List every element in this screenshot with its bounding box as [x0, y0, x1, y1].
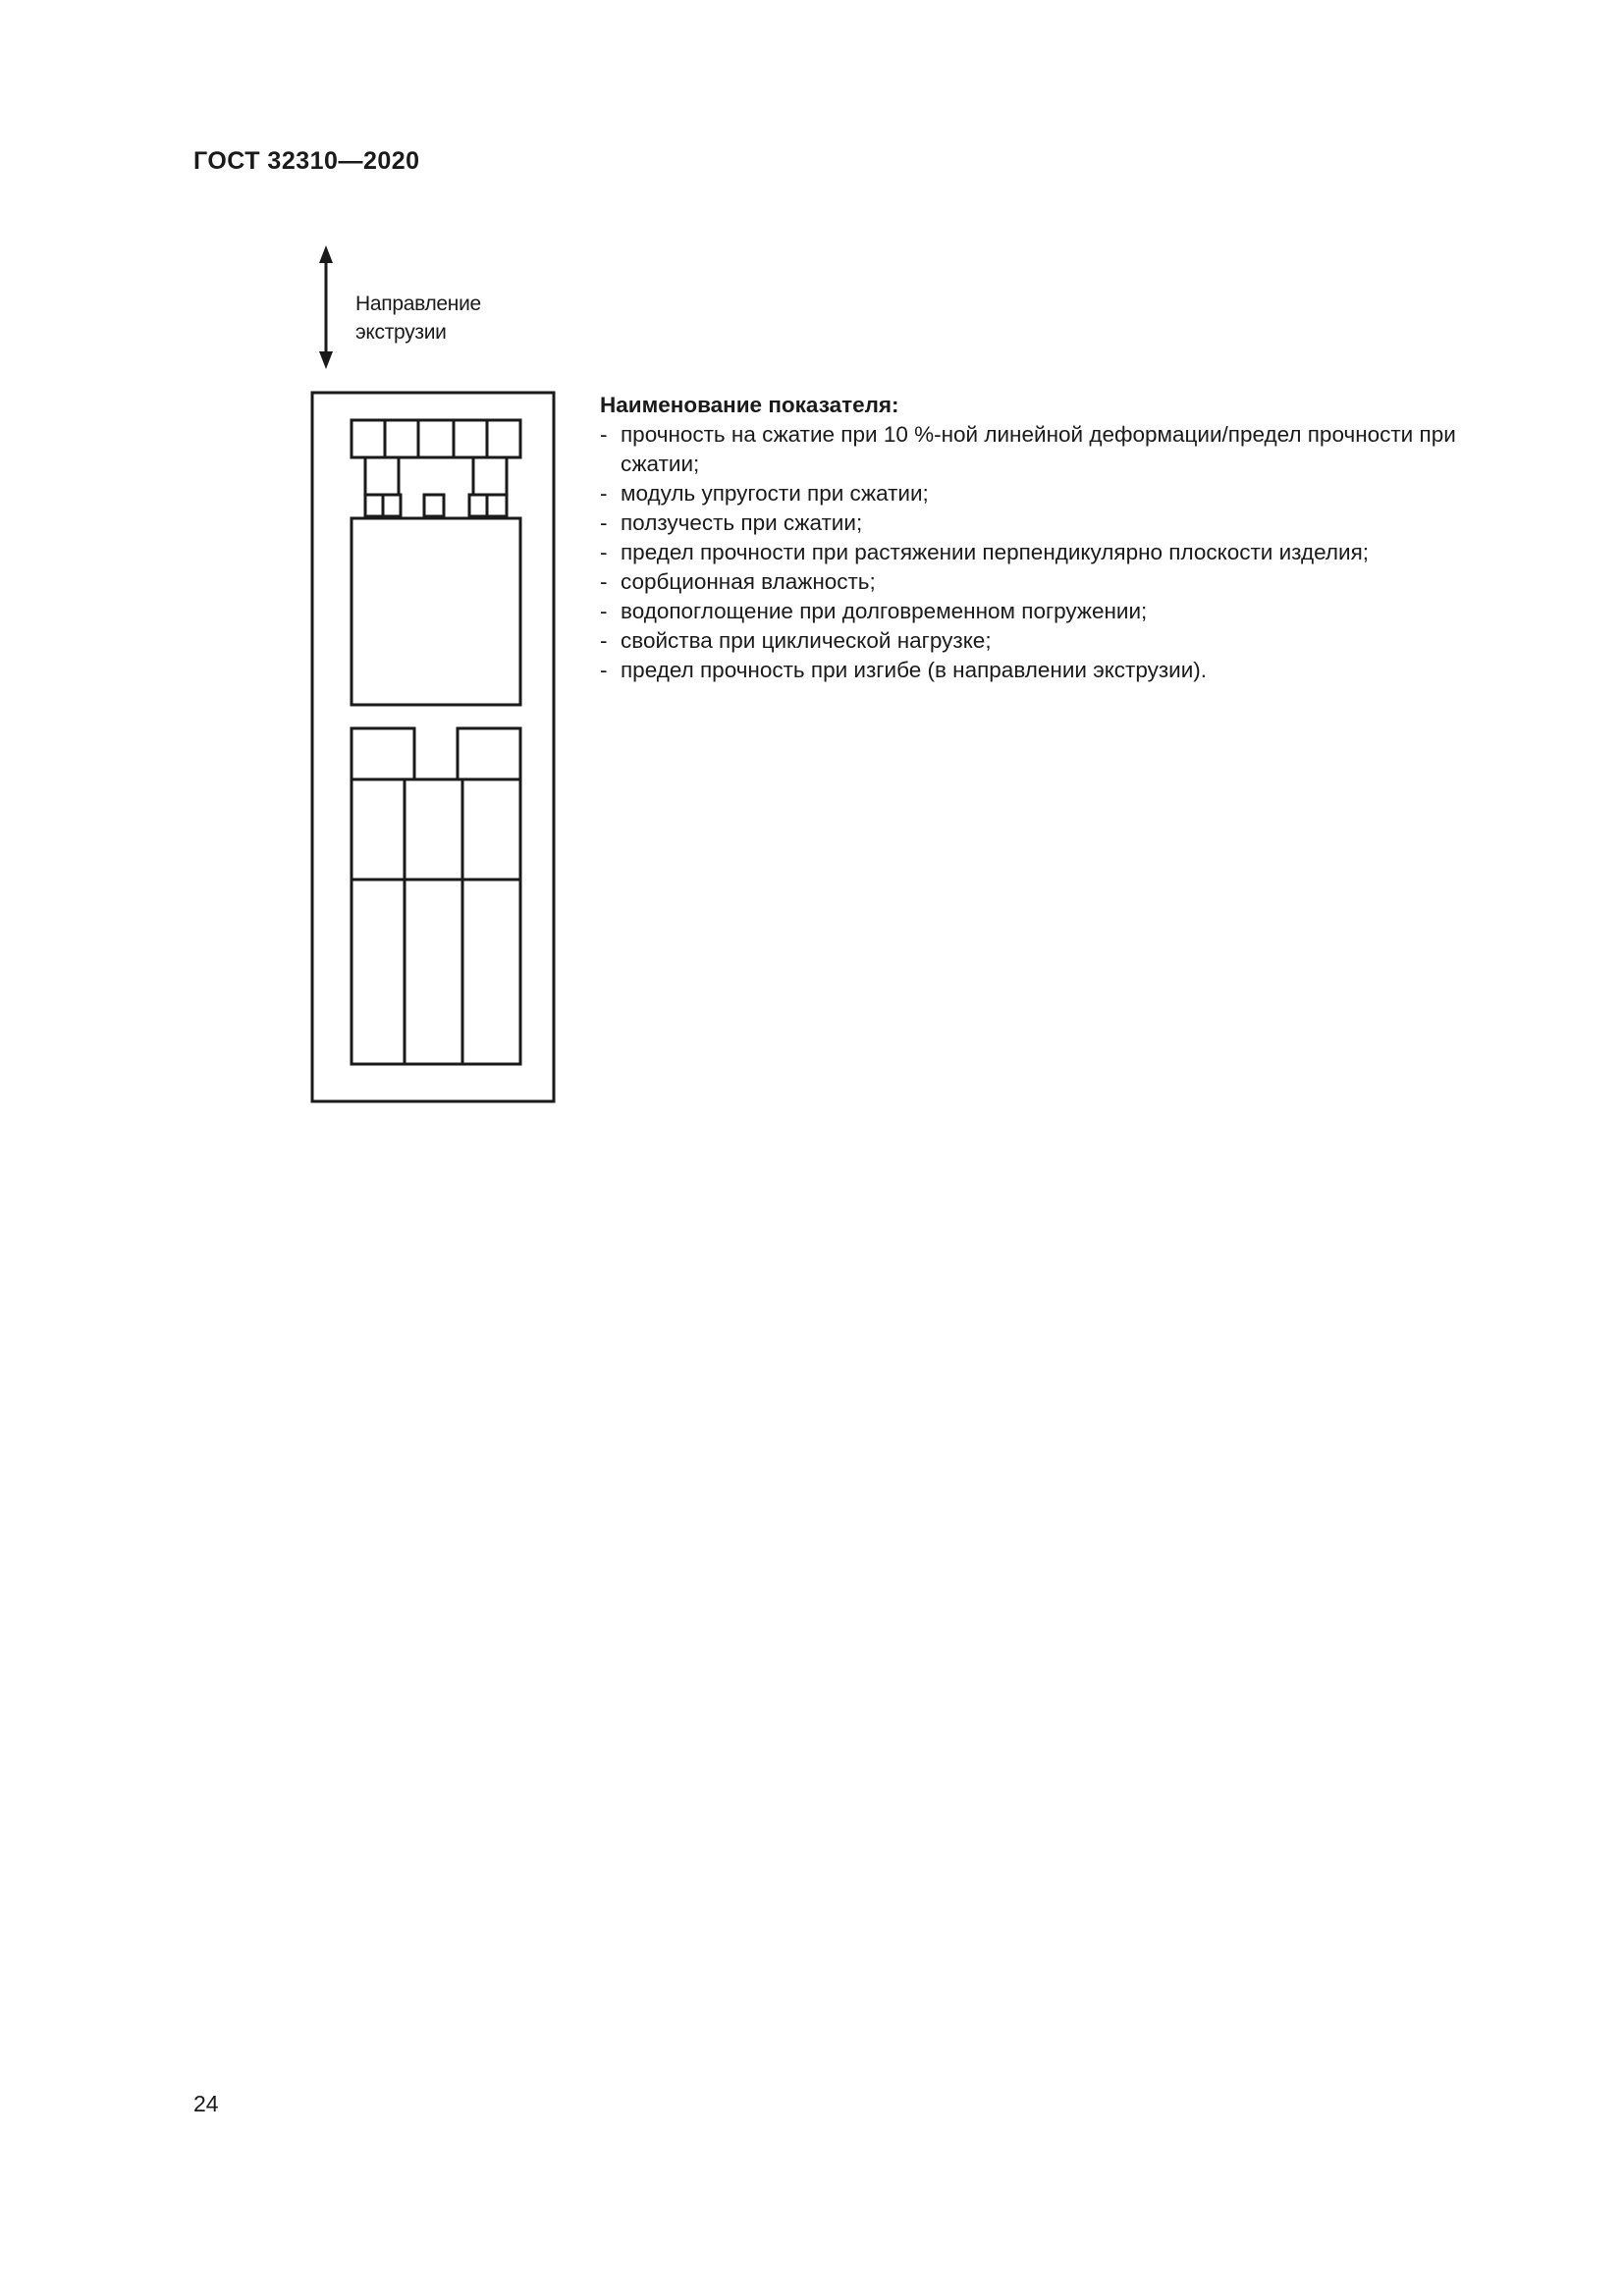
indicators-block	[600, 391, 1533, 685]
list-bullet: -	[600, 510, 608, 535]
list-item-text: модуль упругости при сжатии;	[621, 481, 929, 506]
top-square-3	[418, 420, 454, 457]
left-block	[365, 457, 399, 495]
top-square-5	[487, 420, 520, 457]
board-outline	[312, 393, 554, 1101]
list-item	[600, 656, 1533, 685]
list-item-text: сорбционная влажность;	[621, 569, 876, 594]
right-small-1	[469, 495, 487, 516]
list-item	[600, 538, 1533, 567]
list-bullet: -	[600, 628, 608, 653]
bottom-right-block	[458, 728, 520, 779]
indicator-list	[600, 420, 1533, 685]
direction-label-line-2: экструзии	[355, 321, 447, 344]
list-item-text: водопоглощение при долговременном погружении;	[621, 599, 1148, 623]
center-small	[424, 495, 444, 516]
list-item-text: предел прочности при растяжении перпендикулярно плоскости изделия;	[621, 540, 1370, 564]
indicators-title: Наименование показателя:	[600, 393, 899, 417]
top-square-2	[385, 420, 418, 457]
list-item	[600, 420, 1533, 479]
extrusion-direction-arrow-icon	[314, 245, 338, 369]
specimen-cutting-scheme	[310, 391, 556, 1105]
list-bullet: -	[600, 599, 608, 623]
list-item	[600, 626, 1533, 656]
left-small-2	[383, 495, 401, 516]
list-bullet: -	[600, 658, 608, 682]
list-item	[600, 567, 1533, 597]
left-small-1	[365, 495, 383, 516]
top-square-1	[352, 420, 385, 457]
extrusion-direction-label	[355, 290, 481, 347]
right-block	[473, 457, 507, 495]
top-square-4	[454, 420, 487, 457]
direction-label-line-1: Направление	[355, 293, 481, 315]
document-header: ГОСТ 32310—2020	[193, 147, 420, 175]
list-item	[600, 597, 1533, 626]
page-number: 24	[193, 2091, 219, 2116]
list-item	[600, 479, 1533, 508]
list-item	[600, 508, 1533, 538]
list-item-text: ползучесть при сжатии;	[621, 510, 863, 535]
right-small-2	[487, 495, 507, 516]
list-bullet: -	[600, 422, 608, 447]
list-bullet: -	[600, 481, 608, 506]
list-bullet: -	[600, 540, 608, 564]
list-item-text: свойства при циклической нагрузке;	[621, 628, 992, 653]
list-item-text: предел прочность при изгибе (в направлении экструзии).	[621, 658, 1208, 682]
list-item-text: прочность на сжатие при 10 %-ной линейной деформации/предел прочности при сжатии;	[621, 422, 1456, 476]
lower-grid	[352, 779, 520, 1064]
list-bullet: -	[600, 569, 608, 594]
bottom-left-block	[352, 728, 414, 779]
large-square	[352, 518, 520, 705]
